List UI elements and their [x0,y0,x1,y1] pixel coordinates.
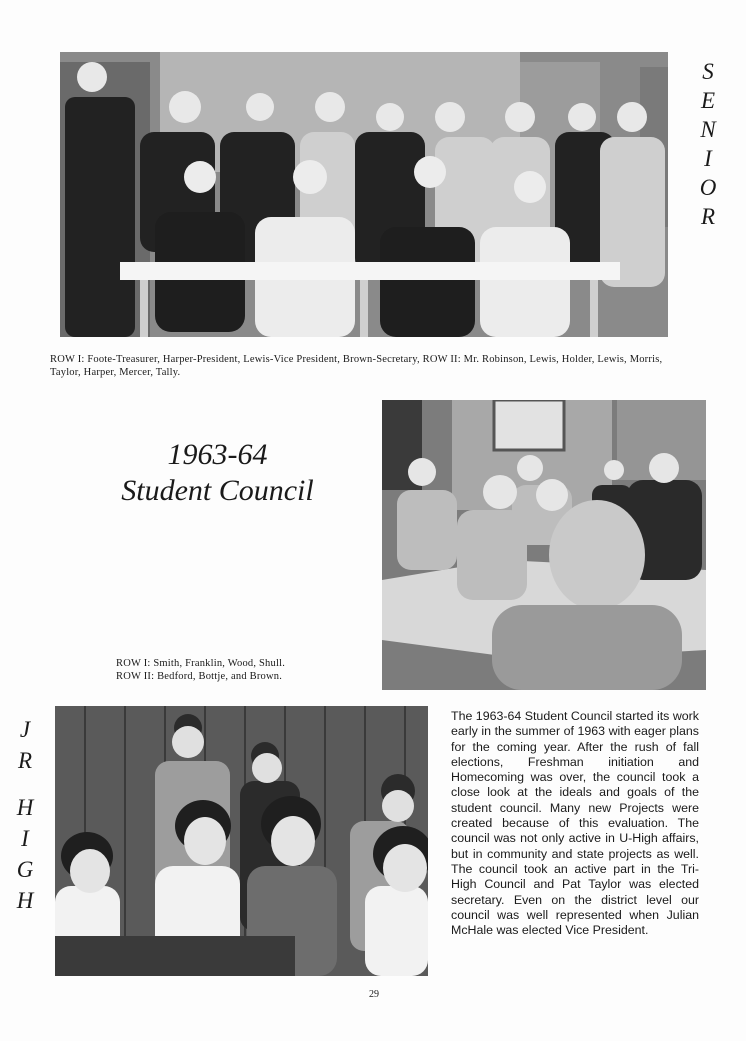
jr-high-caption-row1: ROW I: Smith, Franklin, Wood, Shull. [116,658,286,669]
jr-high-council-photo [55,706,428,976]
page-title [95,437,340,509]
senior-caption: ROW I: Foote-Treasurer, Harper-President, Lewis-Vice President, Brown-Secretary, ROW II: Mr. Robinson, Lewis, Holder, Lewis, Morris, Taylor, Harper, Mercer, Tally. [50,354,663,378]
jr-high-letter: H [16,795,34,820]
jr-high-letter: I [21,826,29,851]
senior-letter: R [700,204,716,229]
jr-high-caption-row2: ROW II: Bedford, Bottje, and Brown. [116,671,283,682]
senior-council-photo [60,52,668,337]
page-number: 29 [369,989,379,1000]
jr-high-caption [116,657,366,683]
jr-high-vertical-label [12,718,38,912]
title-name: Student Council [121,474,314,507]
senior-letter: O [699,175,717,200]
council-meeting-photo [382,400,706,690]
senior-letter: I [704,146,712,171]
senior-letter: N [700,117,716,142]
jr-high-letter: H [16,888,34,913]
jr-high-letter: G [16,857,34,882]
senior-vertical-label [695,60,721,228]
jr-high-letter: R [17,748,33,773]
title-year: 1963-64 [167,438,268,471]
senior-letter: S [702,59,714,84]
senior-letter: E [700,88,716,113]
council-description: The 1963-64 Student Council started its work early in the summer of 1963 with eager plans for the coming year. After the rush of fall elections, Freshman initiation and Homecoming was over, the council took a close look at the ideals and goals of the student council. Many new Projects were created because of this evaluation. The council was not only active in U-High affairs, but in community and state projects as well. The council took an active part in the Tri-High Council and Pat Taylor was elected secretary. Even on the district level our council was well represented when Julian McHale was elected Vice President. [451,709,699,938]
jr-high-letter: J [19,717,31,742]
